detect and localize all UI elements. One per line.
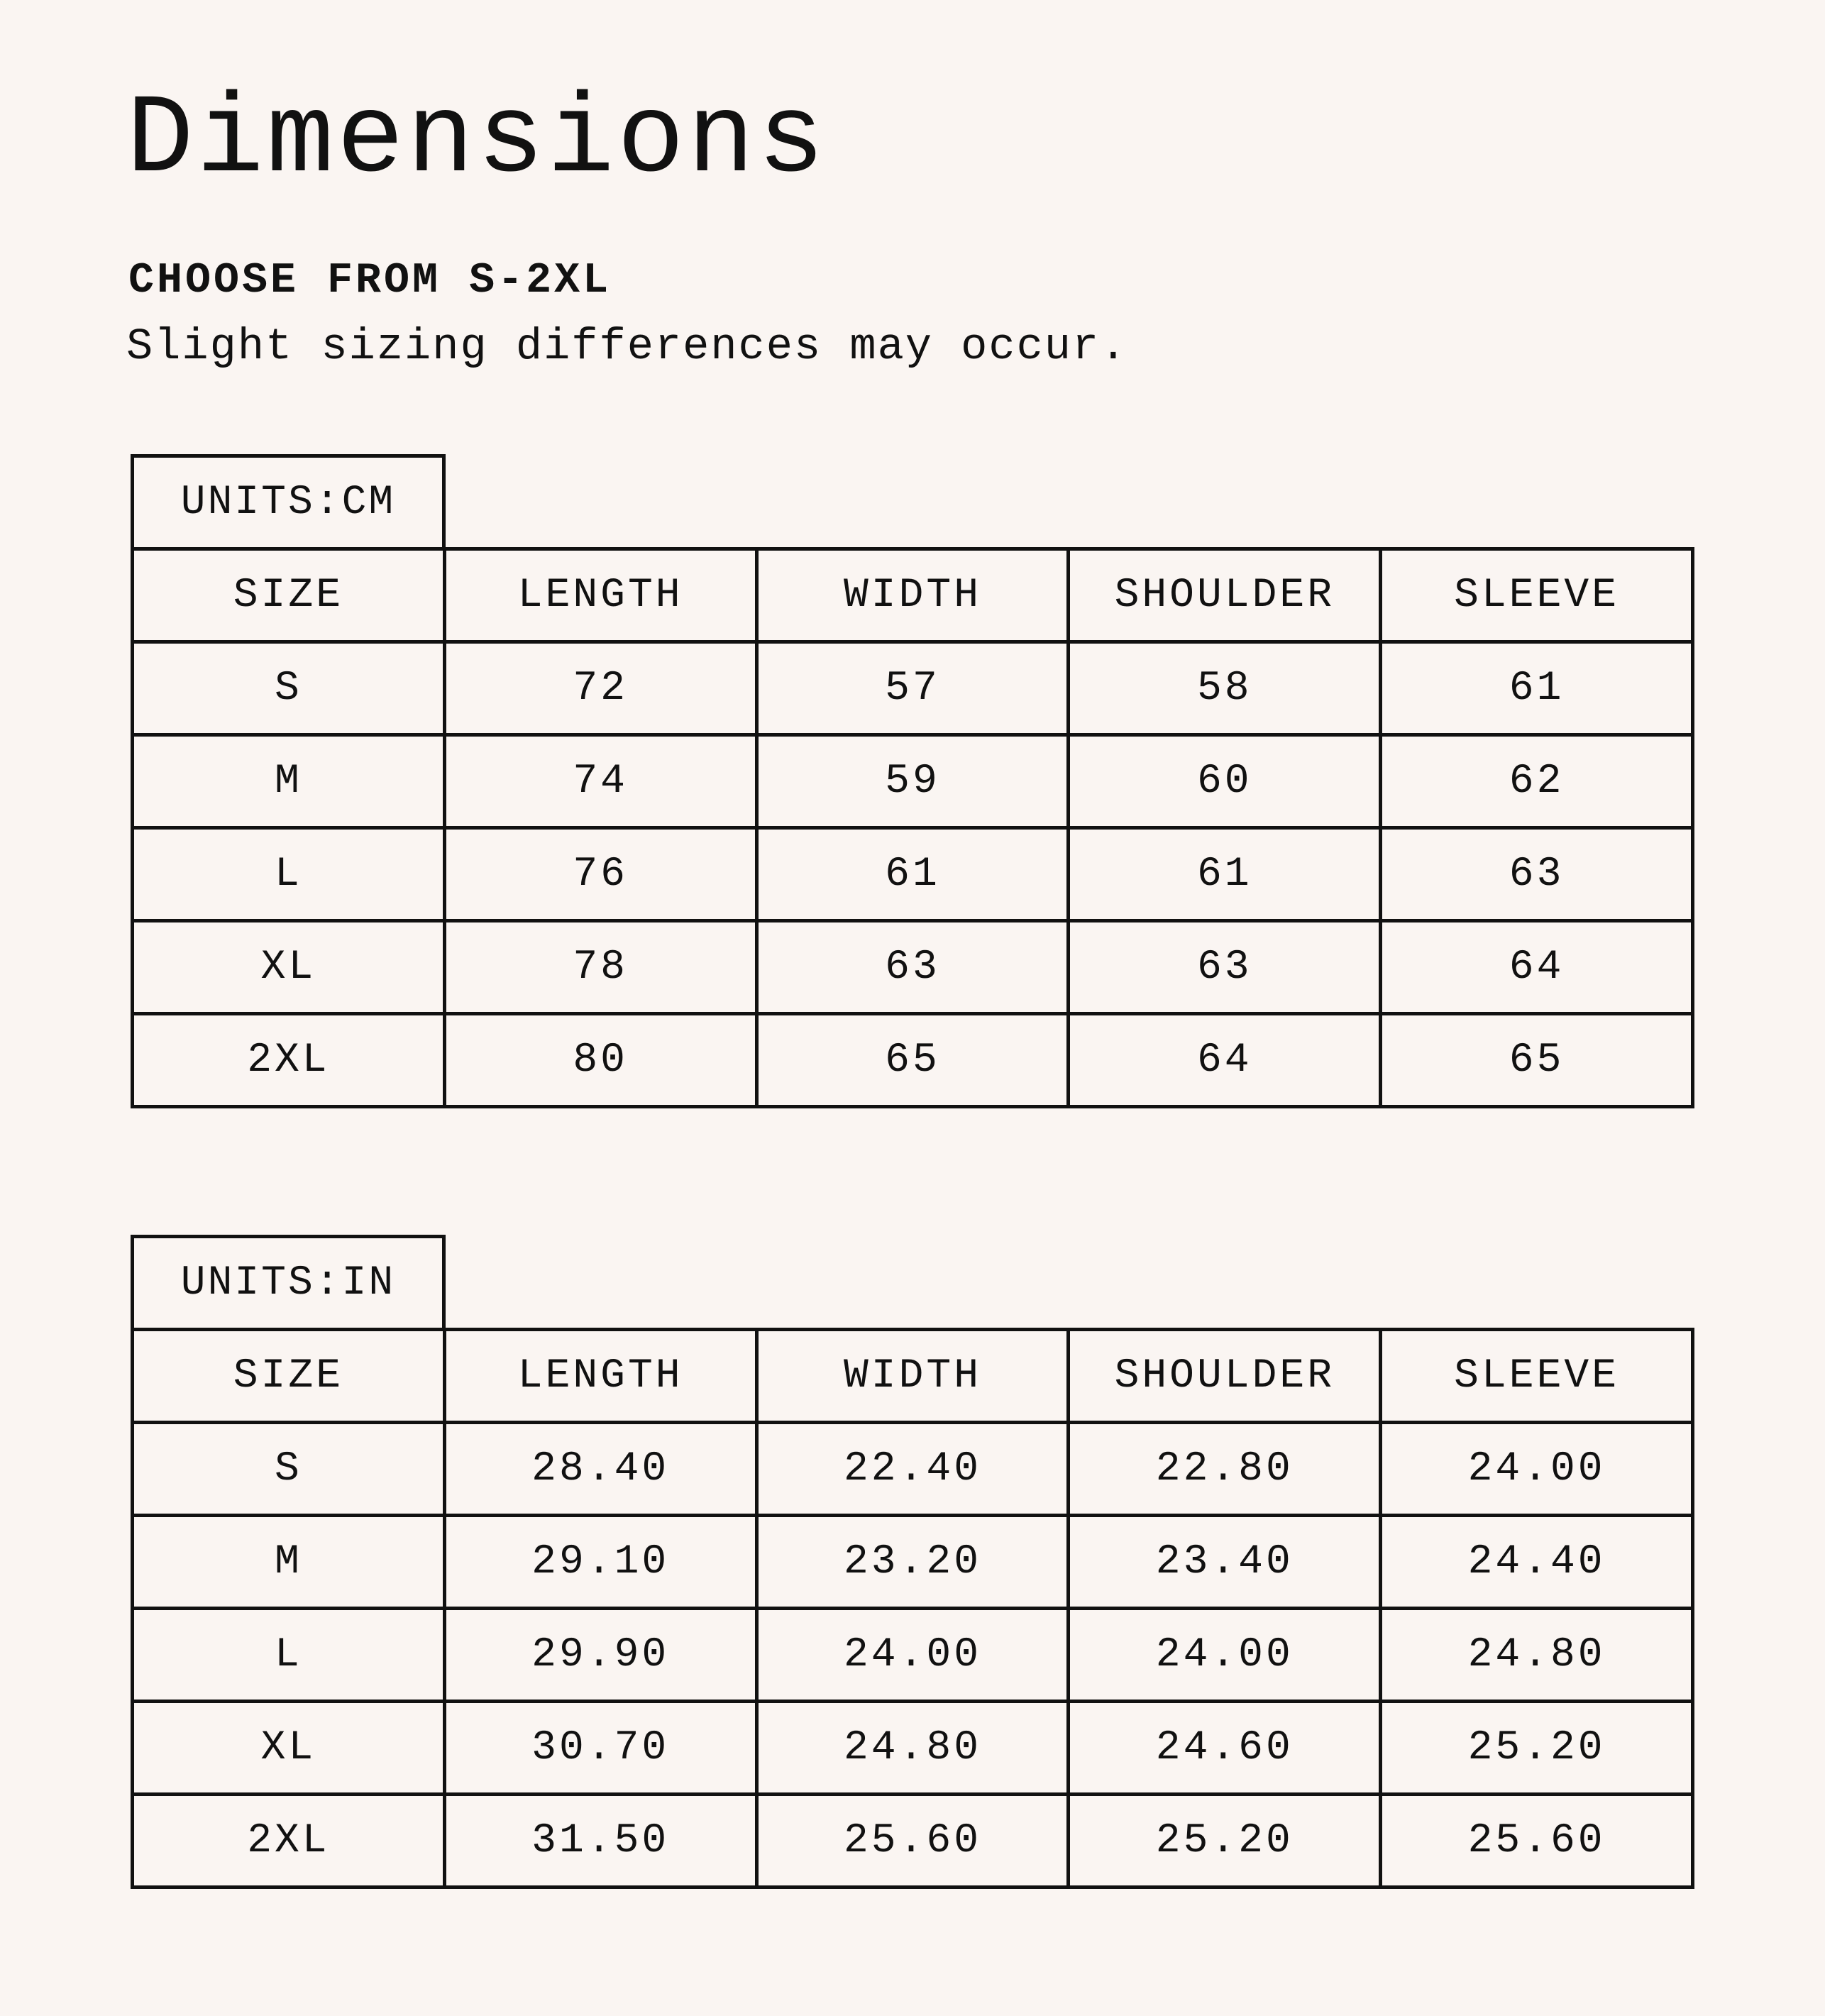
table-row — [133, 921, 1693, 1014]
table-cell: XL — [133, 921, 445, 1014]
table-cell: 24.40 — [1381, 1516, 1693, 1609]
table-cell: 61 — [1069, 828, 1381, 921]
page-title: Dimensions — [126, 77, 828, 204]
table-row — [133, 1609, 1693, 1702]
table-cell: 31.50 — [444, 1795, 756, 1888]
table-cell: XL — [133, 1702, 445, 1795]
table-cell: 24.00 — [756, 1609, 1069, 1702]
table-cell: 24.60 — [1069, 1702, 1381, 1795]
table-cell: 24.00 — [1381, 1423, 1693, 1516]
column-header: SLEEVE — [1381, 1330, 1693, 1423]
table-row — [133, 1014, 1693, 1107]
table-cell: L — [133, 1609, 445, 1702]
table-row — [133, 642, 1693, 735]
column-header: LENGTH — [444, 549, 756, 642]
table-cell: 78 — [444, 921, 756, 1014]
column-header: SIZE — [133, 549, 445, 642]
column-header: SIZE — [133, 1330, 445, 1423]
table-cell: 74 — [444, 735, 756, 828]
table-row — [133, 1516, 1693, 1609]
table-cell: 63 — [756, 921, 1069, 1014]
sizing-note: Slight sizing differences may occur. — [126, 321, 1128, 372]
table-cell: 29.90 — [444, 1609, 756, 1702]
table-cell: 2XL — [133, 1795, 445, 1888]
table-row — [133, 1795, 1693, 1888]
table-header-row — [133, 549, 1693, 642]
table-cell: 64 — [1069, 1014, 1381, 1107]
table-cell: 76 — [444, 828, 756, 921]
table-cell: L — [133, 828, 445, 921]
dimensions-table — [131, 1328, 1694, 1889]
column-header: SHOULDER — [1069, 549, 1381, 642]
table-cell: 30.70 — [444, 1702, 756, 1795]
table-cell: 25.60 — [756, 1795, 1069, 1888]
table-cell: 25.20 — [1381, 1702, 1693, 1795]
table-cell: 72 — [444, 642, 756, 735]
size-table-cm — [131, 454, 1694, 1108]
table-cell: 24.80 — [756, 1702, 1069, 1795]
size-table-in — [131, 1235, 1694, 1889]
table-cell: 57 — [756, 642, 1069, 735]
table-cell: S — [133, 642, 445, 735]
table-cell: 61 — [1381, 642, 1693, 735]
table-cell: 28.40 — [444, 1423, 756, 1516]
table-cell: 62 — [1381, 735, 1693, 828]
units-label: UNITS:CM — [131, 454, 446, 547]
table-cell: 2XL — [133, 1014, 445, 1107]
table-cell: 63 — [1069, 921, 1381, 1014]
table-cell: 60 — [1069, 735, 1381, 828]
column-header: LENGTH — [444, 1330, 756, 1423]
table-header-row — [133, 1330, 1693, 1423]
table-cell: 24.80 — [1381, 1609, 1693, 1702]
column-header: WIDTH — [756, 549, 1069, 642]
table-row — [133, 735, 1693, 828]
table-cell: 24.00 — [1069, 1609, 1381, 1702]
table-cell: 61 — [756, 828, 1069, 921]
column-header: SLEEVE — [1381, 549, 1693, 642]
table-cell: M — [133, 1516, 445, 1609]
column-header: WIDTH — [756, 1330, 1069, 1423]
table-cell: M — [133, 735, 445, 828]
table-row — [133, 828, 1693, 921]
table-row — [133, 1702, 1693, 1795]
table-cell: 29.10 — [444, 1516, 756, 1609]
table-cell: 80 — [444, 1014, 756, 1107]
table-cell: 65 — [756, 1014, 1069, 1107]
table-cell: 65 — [1381, 1014, 1693, 1107]
units-label: UNITS:IN — [131, 1235, 446, 1328]
column-header: SHOULDER — [1069, 1330, 1381, 1423]
table-cell: 22.40 — [756, 1423, 1069, 1516]
table-cell: 63 — [1381, 828, 1693, 921]
table-cell: 22.80 — [1069, 1423, 1381, 1516]
table-cell: 23.20 — [756, 1516, 1069, 1609]
table-cell: 59 — [756, 735, 1069, 828]
table-cell: S — [133, 1423, 445, 1516]
table-cell: 25.60 — [1381, 1795, 1693, 1888]
table-cell: 64 — [1381, 921, 1693, 1014]
table-row — [133, 1423, 1693, 1516]
table-cell: 23.40 — [1069, 1516, 1381, 1609]
table-cell: 25.20 — [1069, 1795, 1381, 1888]
size-range-heading: CHOOSE FROM S-2XL — [128, 257, 612, 305]
table-cell: 58 — [1069, 642, 1381, 735]
dimensions-table — [131, 547, 1694, 1108]
